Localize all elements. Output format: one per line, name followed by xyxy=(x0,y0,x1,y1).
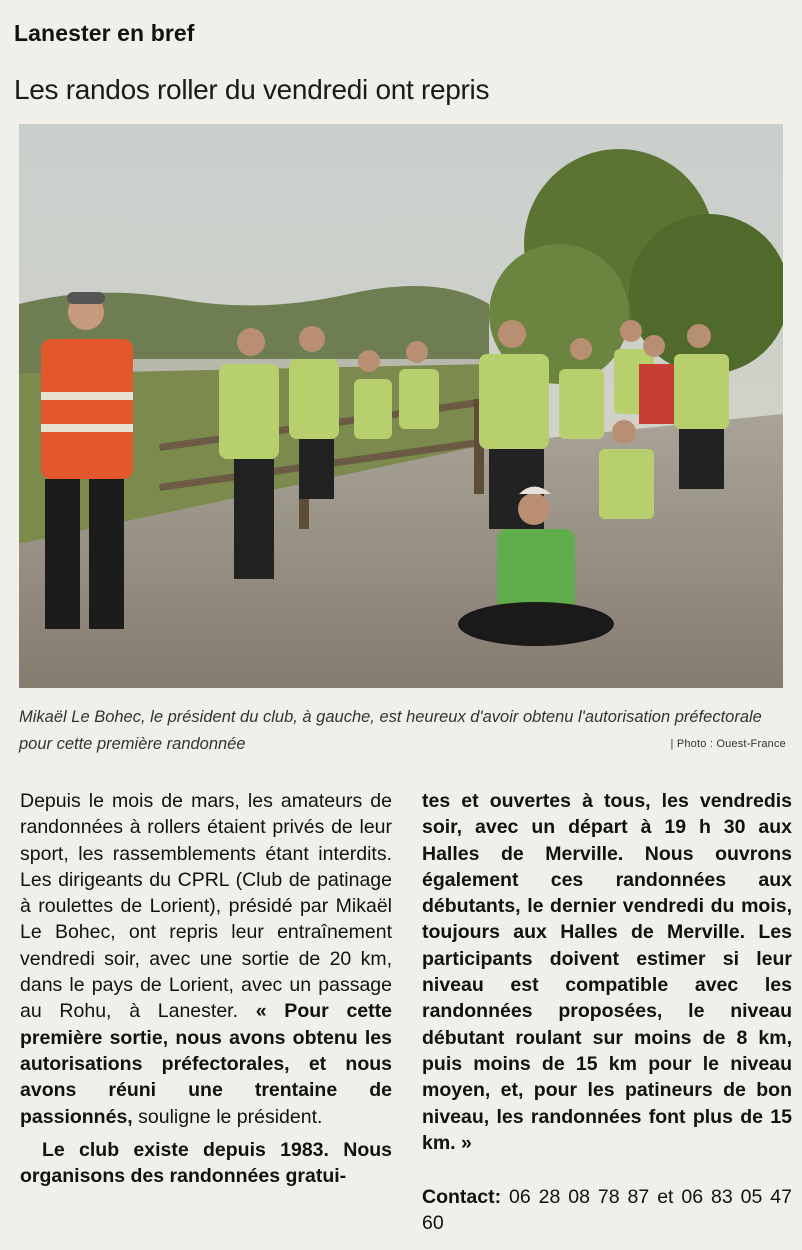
contact-label: Contact: xyxy=(422,1186,502,1208)
quote-text: « Pour cette première sortie, nous avons obtenu les autorisations préfectorales, et nous avons réuni une trentaine de passionnés, xyxy=(20,1000,392,1128)
photo-credit: | Photo : Ouest-France xyxy=(670,738,786,750)
article-column-2 xyxy=(422,788,792,1156)
contact-info xyxy=(422,1184,792,1236)
paragraph-intro xyxy=(20,788,392,1130)
photo-caption: Mikaël Le Bohec, le président du club, à gauche, est heureux d'avoir obtenu l'autorisation préfectorale pour cette première randonnée xyxy=(19,708,762,753)
quote-attribution: souligne le président. xyxy=(132,1105,323,1128)
article-headline: Les randos roller du vendredi ont repris xyxy=(14,74,490,105)
paragraph-continuation: tes et ouvertes à tous, les vendredis soir, avec un départ à 19 h 30 aux Halles de Merville. Nous ouvrons également ces randonnées aux débutants, le dernier vendredi du mois, toujours aux Halles de Merville. Les participants doivent estimer si leur niveau est compatible avec les randonnées proposées, le niveau débutant roulant sur moins de 8 km, puis moins de 15 km pour le niveau moyen, et, pour les patineurs de bon niveau, les randonnées font plus de 15 km. » xyxy=(422,790,792,1154)
section-rubric: Lanester en bref xyxy=(14,20,195,46)
contact-phones: 06 28 08 78 87 et 06 83 05 47 60 xyxy=(422,1186,792,1234)
article-photo xyxy=(19,124,783,688)
article-column-1 xyxy=(20,788,392,1189)
paragraph-club: Le club existe depuis 1983. Nous organisons des randonnées gratui- xyxy=(20,1138,392,1188)
intro-text: Depuis le mois de mars, les amateurs de randonnées à rollers étaient privés de leur sport, les rassemblements étant interdits. Les dirigeants du CPRL (Club de patinage à roulettes de Lorient), présidé par Mikaël Le Bohec, ont repris leur entraînement vendredi soir, avec une sortie de 20 km, dans le pays de Lorient, avec un passage au Rohu, à Lanester. xyxy=(20,790,392,1023)
